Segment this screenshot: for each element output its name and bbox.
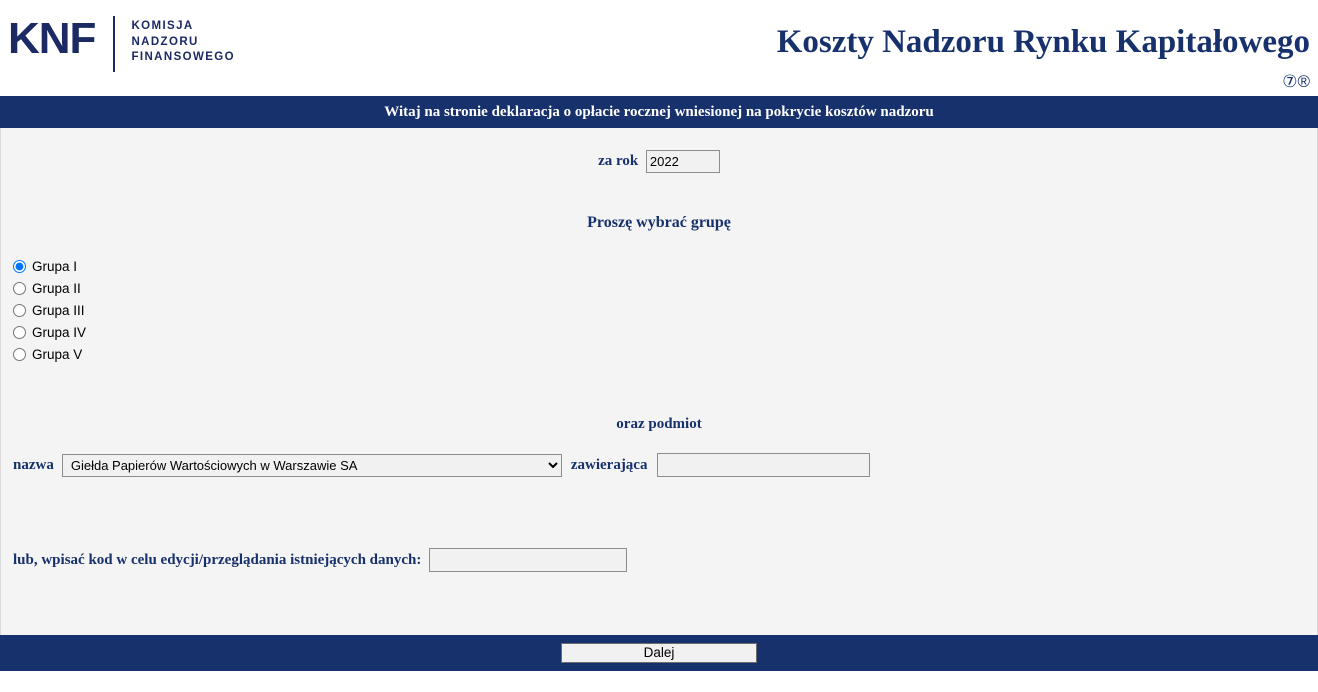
year-label: za rok bbox=[598, 152, 639, 169]
group-radio-4[interactable] bbox=[13, 326, 26, 339]
logo-wordmark bbox=[131, 16, 235, 66]
logo-line-3: FINANSOWEGO bbox=[131, 51, 236, 63]
contains-label: zawierająca bbox=[570, 456, 648, 473]
logo-divider bbox=[113, 16, 115, 72]
group-option-2[interactable] bbox=[13, 277, 86, 299]
group-option-4[interactable] bbox=[13, 321, 86, 343]
entity-name-label: nazwa bbox=[13, 456, 54, 473]
group-radio-2[interactable] bbox=[13, 282, 26, 295]
next-button[interactable]: Dalej bbox=[561, 643, 757, 663]
welcome-banner: Witaj na stronie deklaracja o opłacie rocznej wniesionej na pokrycie kosztów nadzoru bbox=[0, 96, 1318, 128]
year-row bbox=[1, 150, 1317, 173]
group-label-1[interactable]: Grupa I bbox=[32, 258, 78, 274]
help-and-registered-icon[interactable]: ⑦® bbox=[1282, 72, 1310, 91]
group-radio-3[interactable] bbox=[13, 304, 26, 317]
group-label-5[interactable]: Grupa V bbox=[32, 346, 83, 362]
group-label-3[interactable]: Grupa III bbox=[32, 302, 85, 318]
group-label-2[interactable]: Grupa II bbox=[32, 280, 81, 296]
year-input[interactable] bbox=[646, 150, 720, 173]
code-input[interactable] bbox=[429, 548, 627, 572]
group-radio-list bbox=[13, 255, 86, 365]
code-row bbox=[13, 548, 627, 572]
group-label-4[interactable]: Grupa IV bbox=[32, 324, 87, 340]
entity-select[interactable] bbox=[62, 454, 562, 477]
declaration-form bbox=[0, 128, 1318, 635]
group-option-5[interactable] bbox=[13, 343, 86, 365]
logo-line-1: KOMISJA bbox=[131, 20, 194, 32]
footer-bar bbox=[0, 635, 1318, 671]
page-header bbox=[0, 0, 1318, 96]
group-option-3[interactable] bbox=[13, 299, 86, 321]
logo-line-2: NADZORU bbox=[131, 35, 199, 48]
group-radio-1[interactable] bbox=[13, 260, 26, 273]
code-label: lub, wpisać kod w celu edycji/przeglądania istniejących danych: bbox=[13, 551, 422, 568]
group-heading: Proszę wybrać grupę bbox=[587, 214, 731, 231]
entity-heading: oraz podmiot bbox=[616, 416, 702, 432]
page-title: Koszty Nadzoru Rynku Kapitałowego bbox=[776, 24, 1310, 60]
knf-logo bbox=[8, 16, 235, 72]
group-option-1[interactable] bbox=[13, 255, 86, 277]
group-radio-5[interactable] bbox=[13, 348, 26, 361]
logo-knf-mark: KNF bbox=[8, 14, 96, 63]
contains-input[interactable] bbox=[657, 453, 870, 477]
entity-row bbox=[13, 453, 870, 477]
